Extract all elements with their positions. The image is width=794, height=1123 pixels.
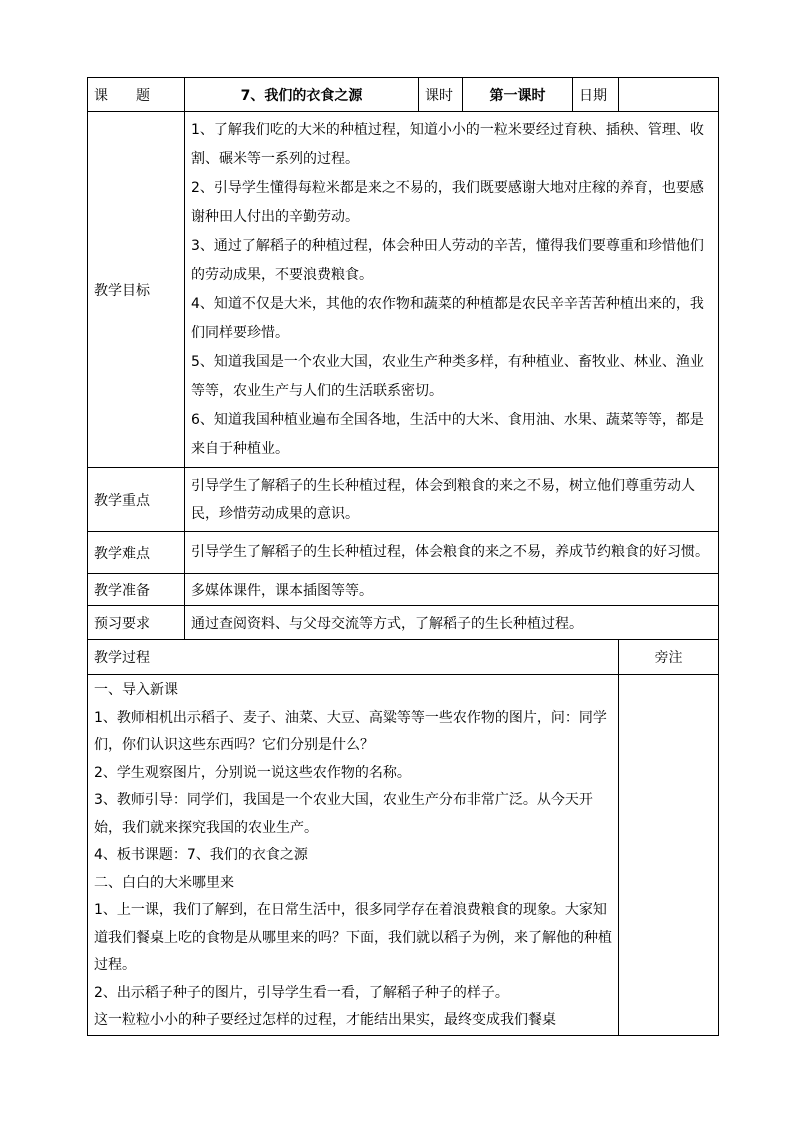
process-line: 一、导入新课 (94, 682, 178, 698)
process-label: 教学过程 (88, 640, 619, 675)
date-value (619, 78, 719, 112)
period-value: 第一课时 (463, 78, 573, 112)
preview-label: 预习要求 (88, 606, 185, 640)
objectives-content (185, 112, 719, 468)
period-label: 课时 (419, 78, 463, 112)
process-line: 3、教师引导：同学们，我国是一个农业大国，农业生产分布非常广泛。从今天开始，我们就来探究我国的农业生产。 (94, 792, 593, 836)
lesson-plan-table (87, 77, 719, 1036)
preview-row (88, 606, 719, 640)
difficulties-row (88, 532, 719, 574)
lesson-title: 7、我们的衣食之源 (185, 78, 419, 112)
key-points-label: 教学重点 (88, 468, 185, 532)
process-header-row (88, 640, 719, 675)
date-label: 日期 (573, 78, 619, 112)
header-row (88, 78, 719, 112)
preparation-text: 多媒体课件，课本插图等等。 (185, 574, 719, 606)
objectives-row (88, 112, 719, 468)
objective-item: 6、知道我国种植业遍布全国各地，生活中的大米、食用油、水果、蔬菜等等，都是来自于种植业。 (191, 412, 704, 457)
objective-item: 5、知道我国是一个农业大国，农业生产种类多样，有种植业、畜牧业、林业、渔业等等，农业生产与人们的生活联系密切。 (191, 354, 704, 399)
difficulties-text: 引导学生了解稻子的生长种植过程，体会粮食的来之不易，养成节约粮食的好习惯。 (185, 532, 719, 574)
subject-label: 课 题 (88, 78, 185, 112)
key-points-text: 引导学生了解稻子的生长种植过程，体会到粮食的来之不易，树立他们尊重劳动人民，珍惜劳动成果的意识。 (185, 468, 719, 532)
process-line: 1、教师相机出示稻子、麦子、油菜、大豆、高粱等等一些农作物的图片，问：同学们，你们认识这些东西吗？它们分别是什么？ (94, 709, 607, 753)
objective-item: 1、了解我们吃的大米的种植过程，知道小小的一粒米要经过育秧、插秧、管理、收割、碾米等一系列的过程。 (191, 122, 704, 167)
preparation-row (88, 574, 719, 606)
process-line: 2、出示稻子种子的图片，引导学生看一看，了解稻子种子的样子。 (94, 984, 509, 1001)
notes-column (619, 675, 719, 1036)
process-line: 二、白白的大米哪里来 (94, 874, 234, 891)
process-line: 1、上一课，我们了解到，在日常生活中，很多同学存在着浪费粮食的现象。大家知道我们餐桌上吃的食物是从哪里来的吗？下面，我们就以稻子为例，来了解他的种植过程。 (94, 902, 612, 973)
objective-item: 2、引导学生懂得每粒米都是来之不易的，我们既要感谢大地对庄稼的养育，也要感谢种田人付出的辛勤劳动。 (191, 180, 704, 225)
notes-label: 旁注 (619, 640, 719, 675)
objective-item: 3、通过了解稻子的种植过程，体会种田人劳动的辛苦，懂得我们要尊重和珍惜他们的劳动成果，不要浪费粮食。 (191, 238, 704, 283)
process-content (88, 675, 619, 1036)
difficulties-label: 教学难点 (88, 532, 185, 574)
process-content-row (88, 675, 719, 1036)
process-line: 这一粒粒小小的种子要经过怎样的过程，才能结出果实，最终变成我们餐桌 (94, 1012, 556, 1028)
key-points-row (88, 468, 719, 532)
objectives-label: 教学目标 (88, 112, 185, 468)
preview-text: 通过查阅资料、与父母交流等方式，了解稻子的生长种植过程。 (185, 606, 719, 640)
preparation-label: 教学准备 (88, 574, 185, 606)
process-line: 4、板书课题：7、我们的衣食之源 (94, 847, 308, 863)
process-line: 2、学生观察图片，分别说一说这些农作物的名称。 (94, 764, 411, 781)
objective-item: 4、知道不仅是大米，其他的农作物和蔬菜的种植都是农民辛辛苦苦种植出来的，我们同样要珍惜。 (191, 296, 704, 341)
